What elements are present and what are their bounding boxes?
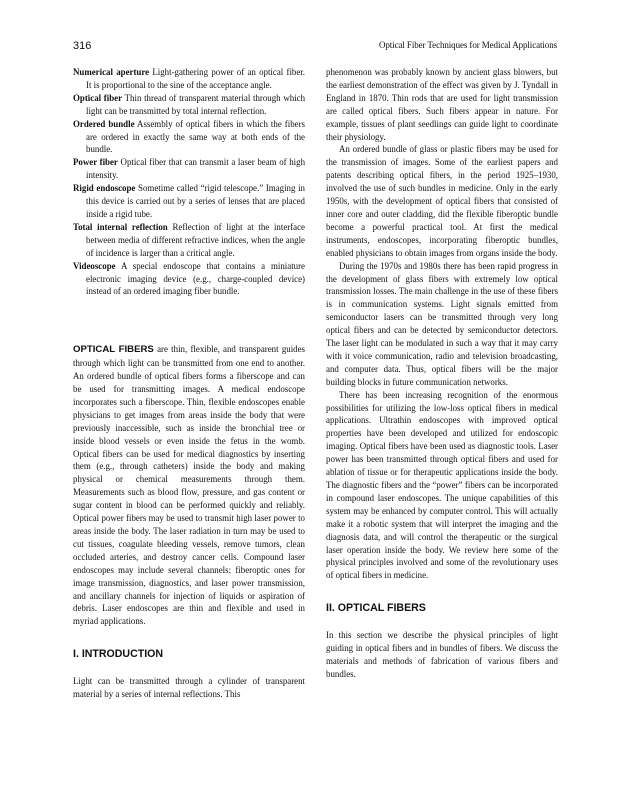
glossary-definition: Reflection of light at the interface between media of different refractive indices, when the angle of incidence is larger than a critical angle.: [86, 221, 305, 258]
page-header: [73, 40, 557, 54]
introduction-paragraph-continued: phenomenon was probably known by ancient glass blowers, but the earliest demonstration of the effect was given by J. Tyndall in England in 1870. Thin rods that are used for light transmission are called optical fibers. Such fibers appear in nature. For example, tissues of plant seedlings can guide light to coordinate their physiology.: [326, 67, 558, 142]
introduction-paragraph-start: Light can be transmitted through a cylinder of transparent material by a series of internal reflections. This: [73, 676, 305, 700]
glossary-term: Total internal reflection: [73, 221, 168, 232]
glossary-definition: Light-gathering power of an optical fiber. It is proportional to the sine of the acceptance angle.: [86, 67, 305, 90]
glossary-definition: Sometime called “rigid telescope.” Imaging in this device is carried out by a series of lenses that are placed inside a rigid tube.: [86, 183, 305, 219]
glossary-term: Numerical aperture: [73, 67, 150, 77]
right-column: [326, 66, 558, 681]
intro-paragraph: [73, 343, 305, 628]
glossary-term: Ordered bundle: [73, 118, 135, 129]
glossary-definition: A special endoscope that contains a miniature electronic imaging device (e.g., charge-coupled device) instead of an ordered imaging fiber bundle.: [86, 260, 305, 297]
glossary-entry: [73, 66, 305, 92]
glossary-term: Videoscope: [73, 260, 116, 271]
introduction-paragraph: There has been increasing recognition of the enormous possibilities for utilizing the low-loss optical fibers in medical applications. Ultrathin endoscopes with improved optical properties have been developed and utilized for endoscopic imaging. Optical fibers have been used as diagnostic tools. Laser power has been transmitted through optical fibers and used for ablation of tissue or for therapeutic applications inside the body. The diagnostic fibers and the “power” fibers can be incorporated in compound laser endoscopes. The unique capabilities of this system may be enhanced by computer control. This will actually make it a robotic system that will interpret the imaging and the diagnosis data, and will control the therapeutic or the surgical laser operation inside the body. We review here some of the physical principles involved and some of the revolutionary uses of optical fibers in medicine.: [326, 389, 558, 581]
glossary-definition: Optical fiber that can transmit a laser beam of high intensity.: [86, 157, 306, 181]
glossary: [73, 66, 305, 298]
section-heading-introduction: I. INTRODUCTION: [73, 648, 164, 661]
glossary-entry: [73, 260, 305, 299]
intro-text: are thin, flexible, and transparent guides through which light can be transmitted from one end to another. An ordered bundle of optical fibers forms a fiberscope and can be used for transmitting images. A medical endoscope incorporates such a fiberscope. Thin, flexible endoscopes enable physicians to get images from areas inside the body that were previously inaccessible, such as inside the bronchial tree or inside blood vessels or even inside the fetus in the womb. Optical fibers can be used for medical diagnostics by inserting them (e.g., through catheters) inside the body and making physical or chemical measurements through them. Measurements such as blood flow, pressure, and gas content or sugar content in blood can be performed quickly and reliably. Optical power fibers may be used to transmit high laser power to areas inside the body. The laser radiation in turn may be used to cut tissues, coagulate bleeding vessels, remove tumors, clean occluded arteries, and destroy cancer cells. Compound laser endoscopes may include several channels: fiberoptic ones for image transmission, diagnostics, and laser power transmission, and ancillary channels for injection of liquids or aspiration of debris. Laser endoscopes are thin and flexible and used in myriad applications.: [73, 344, 305, 627]
glossary-definition: Assembly of optical fibers in which the fibers are ordered in exactly the same way at both ends of the bundle.: [86, 118, 305, 155]
running-title: Optical Fiber Techniques for Medical Applications: [378, 40, 557, 50]
glossary-definition: Thin thread of transparent material through which light can be transmitted by total internal reflection.: [86, 92, 306, 116]
glossary-entry: [73, 221, 305, 260]
left-column: [73, 66, 305, 701]
intro-lead: OPTICAL FIBERS: [73, 344, 154, 356]
glossary-term: Optical fiber: [73, 92, 123, 103]
section-heading-optical-fibers: II. OPTICAL FIBERS: [326, 602, 426, 615]
optical-fibers-paragraph: In this section we describe the physical principles of light guiding in optical fibers and in bundles of fibers. We discuss the materials and methods of fabrication of various fibers and bundles.: [326, 630, 558, 679]
glossary-entry: [73, 118, 305, 157]
introduction-paragraph: During the 1970s and 1980s there has been rapid progress in the development of glass fibers with extremely low optical transmission losses. The main challenge in the use of these fibers is in communication systems. Light signals emitted from semiconductor lasers can be transmitted through very long optical fibers and can be detected by semiconductor detectors. The laser light can be modulated in such a way that it may carry with it voice communication, radio and television broadcasting, and computer data. Thus, optical fibers will be the major building blocks in future communication networks.: [326, 260, 558, 387]
page-number: 316: [73, 40, 92, 52]
glossary-entry: [73, 92, 305, 118]
glossary-entry: [73, 182, 305, 221]
introduction-paragraph: An ordered bundle of glass or plastic fibers may be used for the transmission of images. Some of the earliest papers and patents describing optical fibers, in the period 1925–1930, involved the use of such bundles in medicine. Only in the early 1950s, with the development of optical fibers that consisted of inner core and outer cladding, did the flexible fiberoptic bundle become a powerful practical tool. At first the medical instruments, endoscopes, incorporating fiberoptic bundles, enabled physicians to obtain images from organs inside the body.: [326, 144, 558, 258]
glossary-entry: [73, 156, 305, 182]
glossary-term: Rigid endoscope: [73, 183, 136, 194]
glossary-term: Power fiber: [73, 157, 118, 168]
